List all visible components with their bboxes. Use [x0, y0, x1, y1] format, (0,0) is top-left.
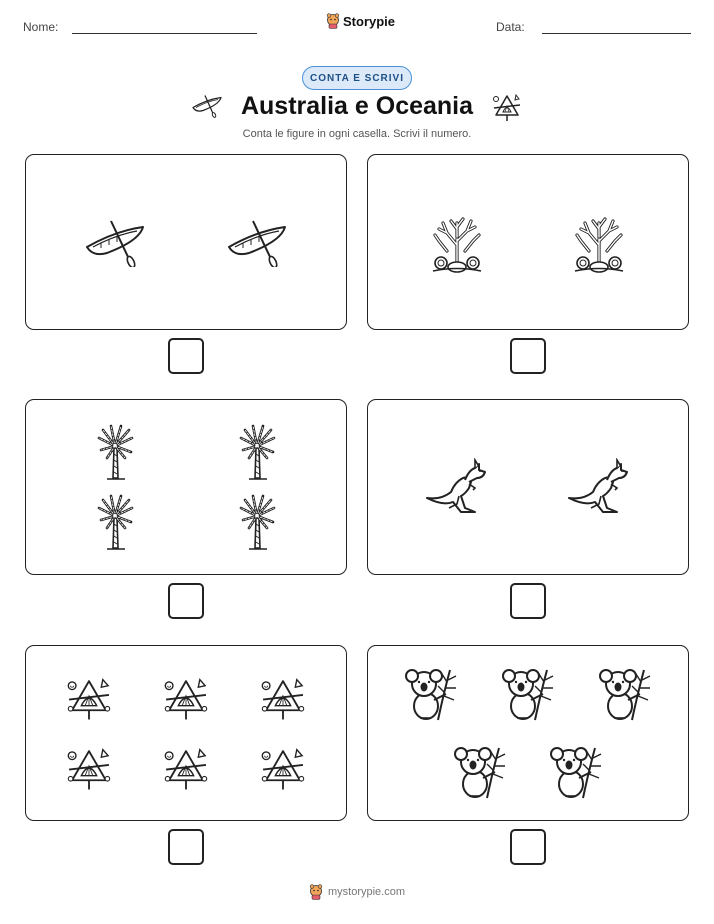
- palm-tree-icon: [95, 494, 135, 550]
- tribal-symbol-icon: [163, 745, 209, 791]
- answer-box[interactable]: [168, 583, 204, 619]
- counting-card-coral: [367, 154, 689, 330]
- palm-tree-icon: [237, 494, 277, 550]
- answer-box[interactable]: [168, 338, 204, 374]
- tribal-symbol-icon: [260, 745, 306, 791]
- activity-badge: CONTA E SCRIVI: [302, 66, 412, 90]
- storypie-mascot-icon: [326, 13, 340, 29]
- name-label: Nome:: [23, 20, 59, 34]
- date-label: Data:: [496, 20, 525, 34]
- answer-box[interactable]: [510, 583, 546, 619]
- answer-box[interactable]: [168, 829, 204, 865]
- kangaroo-icon: [425, 458, 489, 516]
- counting-card-kangaroo: [367, 399, 689, 575]
- counting-card-canoe: [25, 154, 347, 330]
- brand-logo: [326, 13, 395, 29]
- coral-icon: [429, 211, 485, 273]
- koala-icon: [404, 666, 458, 722]
- storypie-mascot-icon: [309, 884, 323, 900]
- koala-icon: [501, 666, 555, 722]
- name-field[interactable]: [72, 33, 257, 34]
- koala-icon: [598, 666, 652, 722]
- date-field[interactable]: [542, 33, 691, 34]
- answer-box[interactable]: [510, 338, 546, 374]
- tribal-symbol-icon: [492, 92, 522, 127]
- footer-url: mystorypie.com: [327, 886, 406, 898]
- counting-card-palm-tree: [25, 399, 347, 575]
- palm-tree-icon: [237, 424, 277, 480]
- kangaroo-icon: [567, 458, 631, 516]
- palm-tree-icon: [95, 424, 135, 480]
- canoe-icon: [83, 217, 147, 267]
- coral-icon: [571, 211, 627, 273]
- tribal-symbol-icon: [163, 675, 209, 721]
- footer: [0, 884, 714, 900]
- tribal-symbol-icon: [66, 745, 112, 791]
- koala-icon: [453, 744, 507, 800]
- brand-name: Storypie: [343, 13, 396, 29]
- tribal-symbol-icon: [66, 675, 112, 721]
- instructions: Conta le figure in ogni casella. Scrivi il numero.: [242, 128, 472, 140]
- canoe-icon: [225, 217, 289, 267]
- tribal-symbol-icon: [260, 675, 306, 721]
- answer-box[interactable]: [510, 829, 546, 865]
- koala-icon: [549, 744, 603, 800]
- page-title: Australia e Oceania: [240, 92, 474, 120]
- counting-card-tribal-symbol: [25, 645, 347, 821]
